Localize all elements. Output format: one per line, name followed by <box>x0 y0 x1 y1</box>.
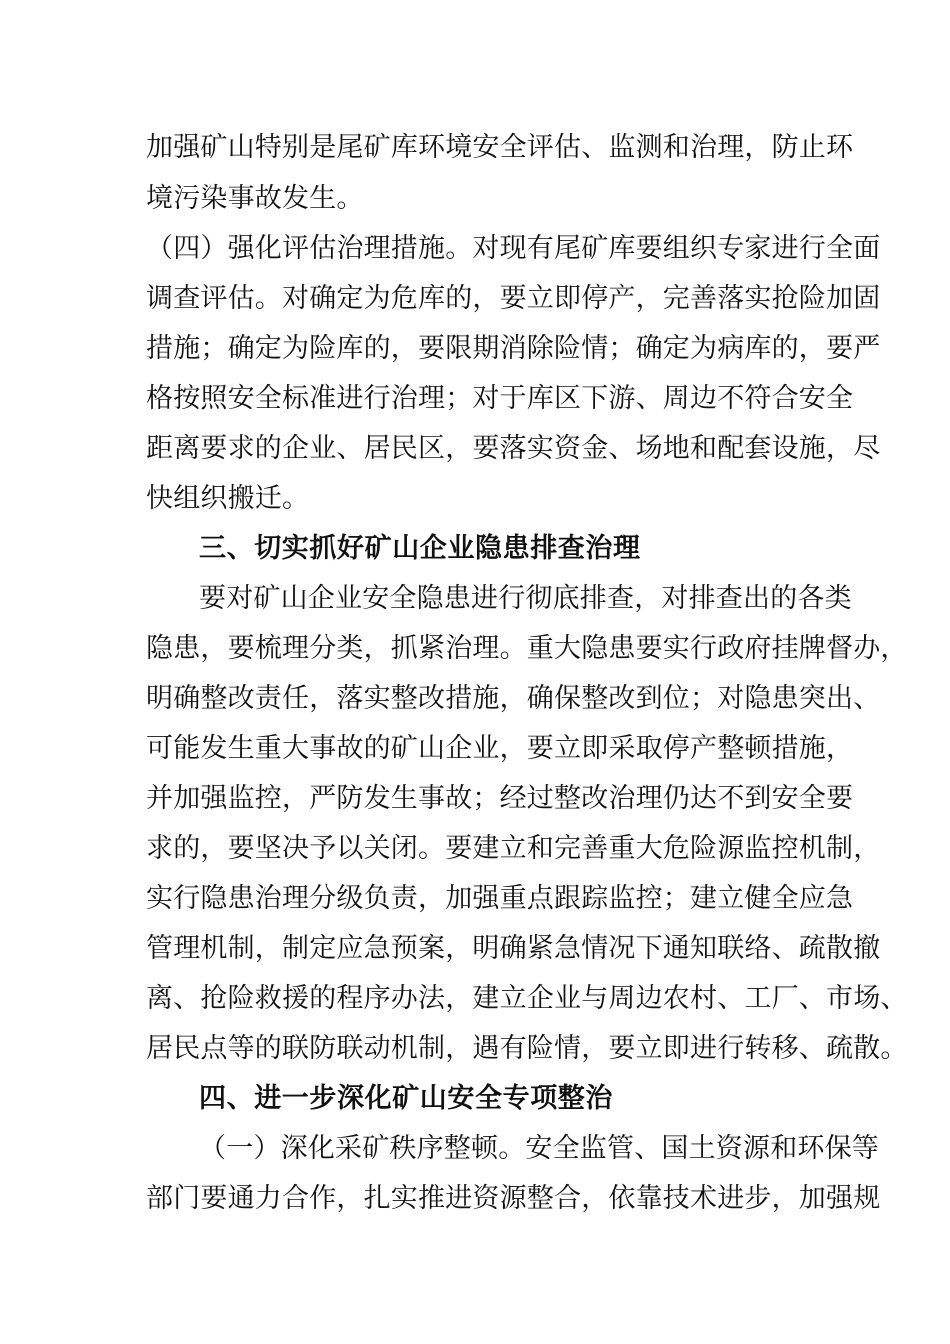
body-text-line: 可能发生重大事故的矿山企业，要立即采取停产整顿措施， <box>146 733 854 764</box>
body-text-line: 调查评估。对确定为危库的，要立即停产，完善落实抢险加固 <box>146 283 881 314</box>
body-text-line: 部门要通力合作，扎实推进资源整合，依靠技术进步，加强规 <box>146 1183 881 1214</box>
section-heading: 四、进一步深化矿山安全专项整治 <box>199 1083 613 1114</box>
body-text-line: 隐患，要梳理分类，抓紧治理。重大隐患要实行政府挂牌督办， <box>146 633 908 664</box>
body-text-line: 格按照安全标准进行治理；对于库区下游、周边不符合安全 <box>146 383 854 414</box>
body-text-line: 境污染事故发生。 <box>146 183 364 214</box>
body-text-line: （四）强化评估治理措施。对现有尾矿库要组织专家进行全面 <box>146 233 881 264</box>
body-text-line: 居民点等的联防联动机制，遇有险情，要立即进行转移、疏散。 <box>146 1033 908 1064</box>
body-text-line: 求的，要坚决予以关闭。要建立和完善重大危险源监控机制， <box>146 833 881 864</box>
body-text-line: 并加强监控，严防发生事故；经过整改治理仍达不到安全要 <box>146 783 854 814</box>
body-text-line: 快组织搬迁。 <box>146 483 310 514</box>
body-text-line: 措施；确定为险库的，要限期消除险情；确定为病库的，要严 <box>146 333 881 364</box>
body-text-line: 加强矿山特别是尾矿库环境安全评估、监测和治理，防止环 <box>146 132 854 163</box>
body-text-line: 离、抢险救援的程序办法，建立企业与周边农村、工厂、市场、 <box>146 983 908 1014</box>
paragraph-first-line: （一）深化采矿秩序整顿。安全监管、国土资源和环保等 <box>199 1133 879 1164</box>
body-text-line: 距离要求的企业、居民区，要落实资金、场地和配套设施，尽 <box>146 433 881 464</box>
body-text-line: 管理机制，制定应急预案，明确紧急情况下通知联络、疏散撤 <box>146 933 881 964</box>
paragraph-first-line: 要对矿山企业安全隐患进行彻底排查，对排查出的各类 <box>199 583 852 614</box>
body-text-line: 实行隐患治理分级负责，加强重点跟踪监控；建立健全应急 <box>146 883 854 914</box>
section-heading: 三、切实抓好矿山企业隐患排查治理 <box>199 533 641 564</box>
body-text-line: 明确整改责任，落实整改措施，确保整改到位；对隐患突出、 <box>146 683 881 714</box>
